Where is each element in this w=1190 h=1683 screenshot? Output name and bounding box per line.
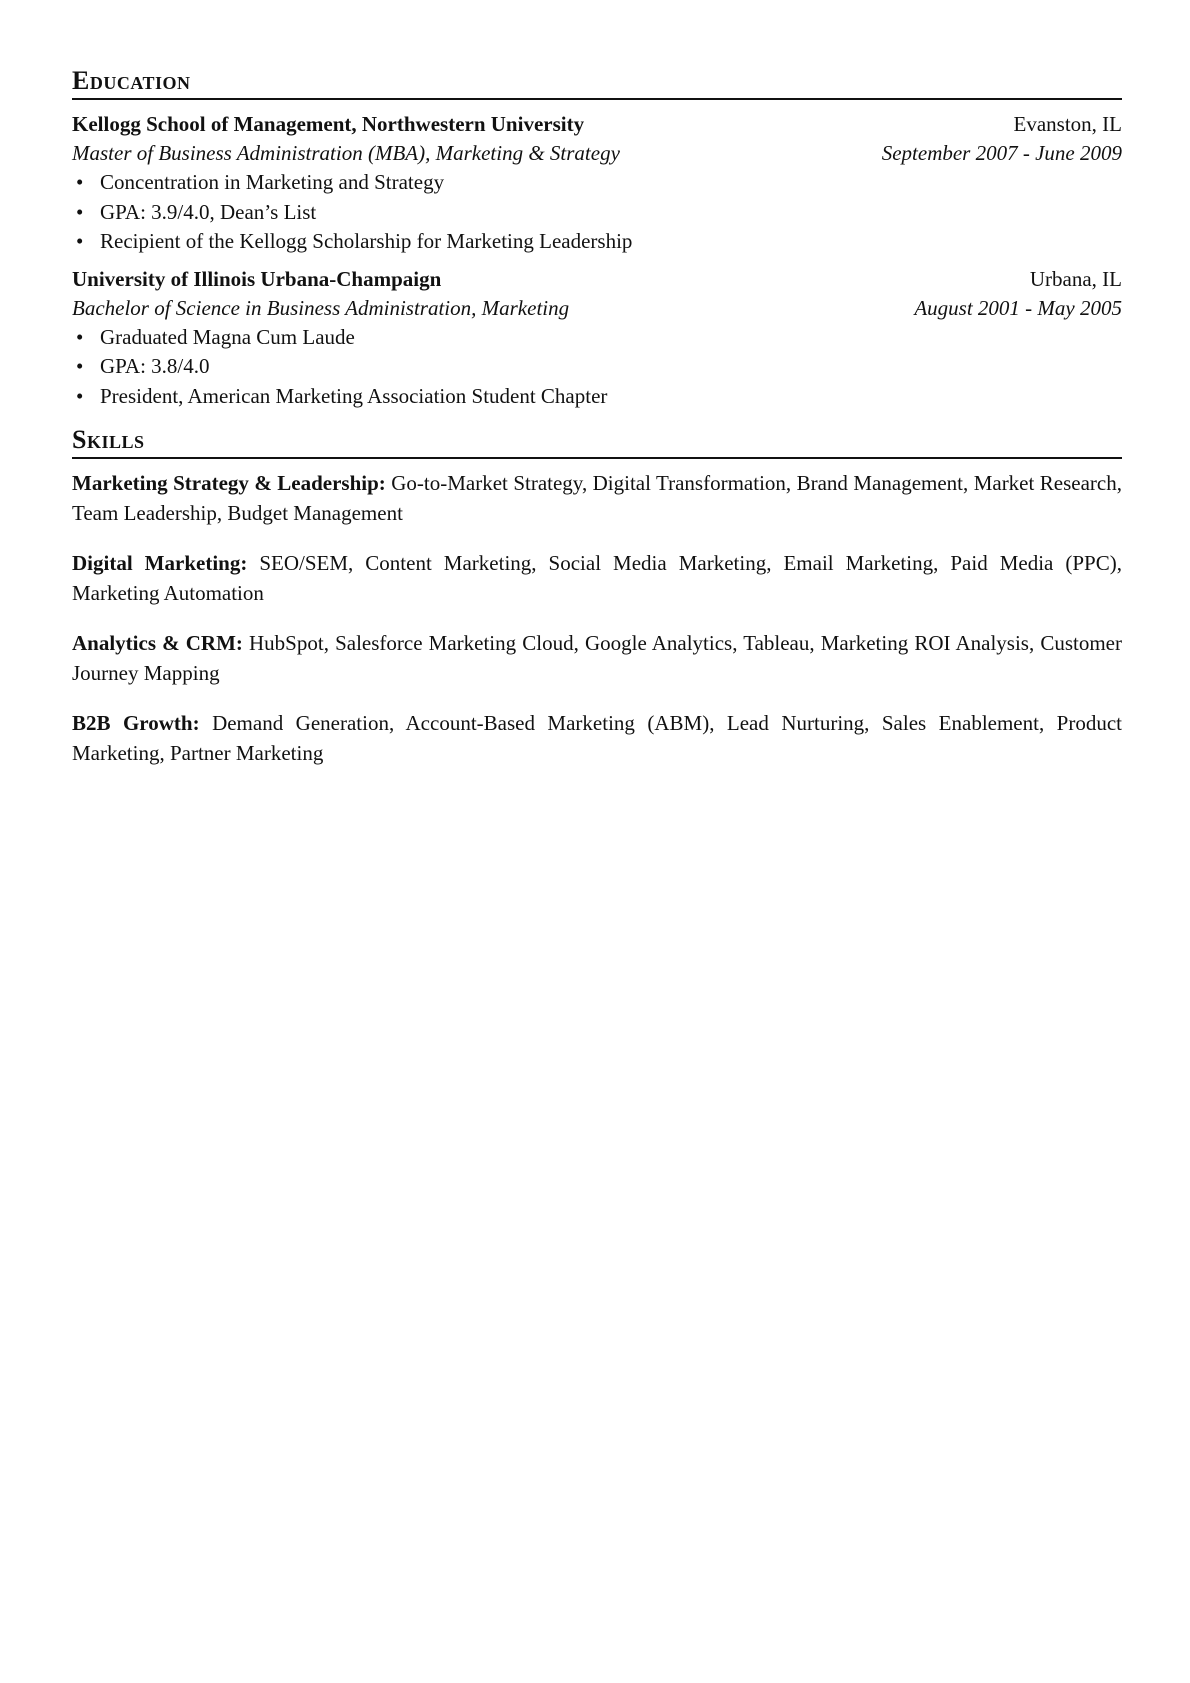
education-entry-kellogg — [72, 110, 1122, 257]
education-section — [72, 66, 1122, 411]
list-item: • President, American Marketing Association Student Chapter — [72, 382, 1122, 412]
list-item: • GPA: 3.8/4.0 — [72, 352, 1122, 382]
skill-label: Marketing Strategy & Leadership: — [72, 471, 386, 495]
skill-label: Digital Marketing: — [72, 551, 248, 575]
list-item: • GPA: 3.9/4.0, Dean’s List — [72, 198, 1122, 228]
education-degree-row — [72, 139, 1122, 168]
resume-page — [72, 66, 1122, 780]
skills-divider — [72, 457, 1122, 459]
skill-item-digital-marketing — [72, 549, 1122, 608]
skill-item-marketing-strategy — [72, 469, 1122, 528]
institution-location: Urbana, IL — [1029, 266, 1122, 291]
degree-title: Bachelor of Science in Business Administration, Marketing — [72, 295, 570, 320]
skills-heading: Skills — [72, 425, 145, 454]
education-header-row — [72, 110, 1122, 139]
education-bullet-list — [72, 323, 1122, 412]
list-item: • Graduated Magna Cum Laude — [72, 323, 1122, 353]
skill-text: SEO/SEM, Content Marketing, Social Media Marketing, Email Marketing, Paid Media (PPC), Marketing Automation — [72, 551, 1122, 605]
education-bullet-list — [72, 168, 1122, 257]
education-heading: Education — [72, 66, 191, 95]
skill-label: B2B Growth: — [72, 711, 200, 735]
degree-dates: August 2001 - May 2005 — [914, 295, 1122, 320]
education-header-row — [72, 265, 1122, 294]
education-divider — [72, 98, 1122, 100]
skill-text: Go-to-Market Strategy, Digital Transformation, Brand Management, Market Research, Team Leadership, Budget Management — [72, 471, 1122, 525]
skill-text: Demand Generation, Account-Based Marketing (ABM), Lead Nurturing, Sales Enablement, Product Marketing, Partner Marketing — [72, 711, 1123, 765]
institution-name: Kellogg School of Management, Northwestern University — [72, 112, 585, 136]
skills-section — [72, 425, 1122, 768]
skill-label: Analytics & CRM: — [72, 631, 243, 655]
education-entry-uiuc — [72, 265, 1122, 412]
skill-item-b2b-growth — [72, 709, 1122, 768]
institution-location: Evanston, IL — [1013, 112, 1122, 136]
skill-text: HubSpot, Salesforce Marketing Cloud, Google Analytics, Tableau, Marketing ROI Analysis, Customer Journey Mapping — [72, 631, 1123, 685]
degree-title: Master of Business Administration (MBA), Marketing & Strategy — [72, 141, 620, 165]
list-item: • Recipient of the Kellogg Scholarship for Marketing Leadership — [72, 227, 1122, 257]
skill-item-analytics-crm — [72, 629, 1122, 688]
list-item: • Concentration in Marketing and Strategy — [72, 168, 1122, 198]
institution-name: University of Illinois Urbana-Champaign — [72, 266, 442, 291]
degree-dates: September 2007 - June 2009 — [881, 141, 1122, 165]
education-degree-row — [72, 294, 1122, 323]
